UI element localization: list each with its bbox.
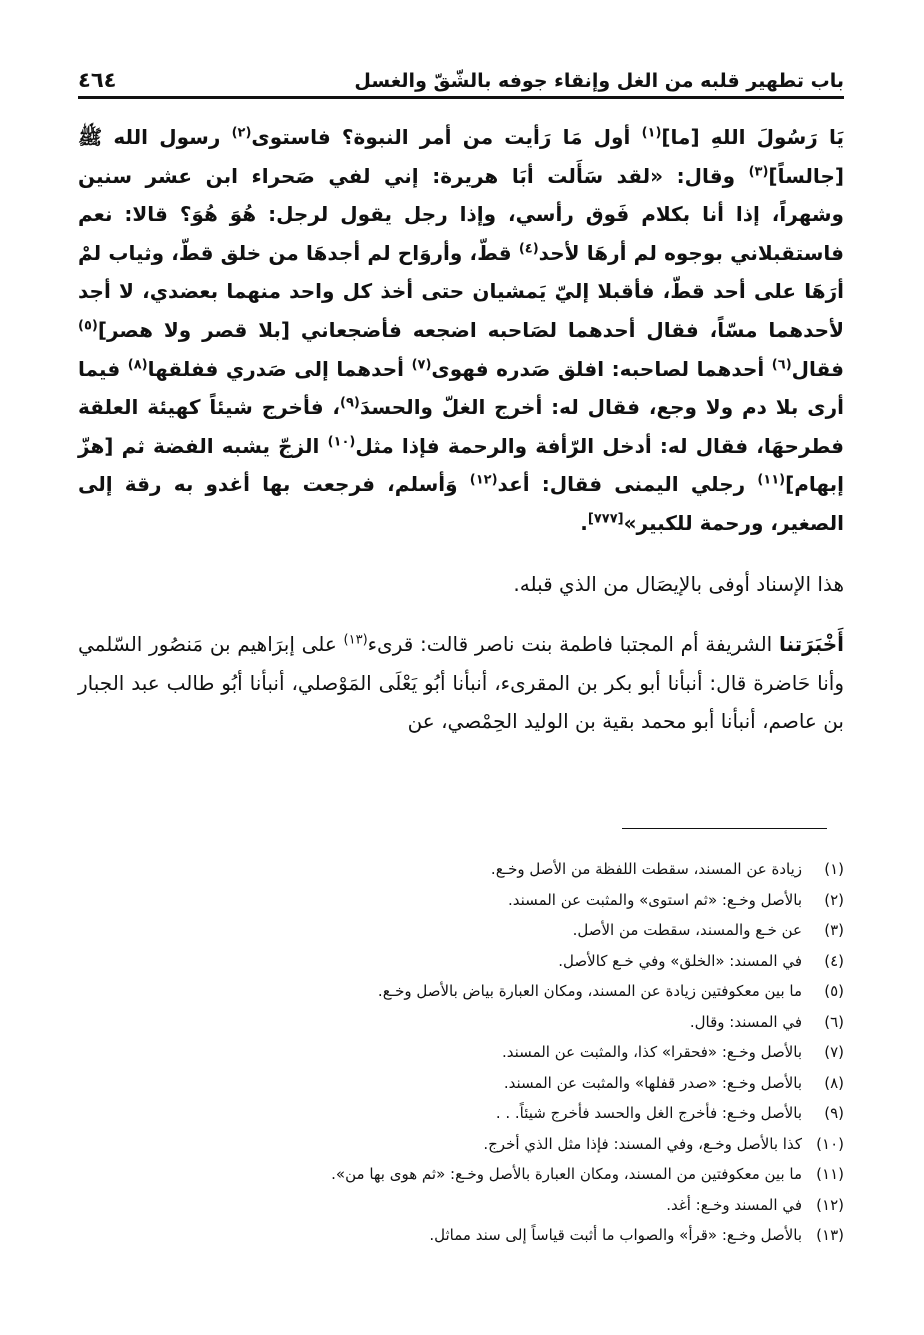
footnote-ref: (٩) xyxy=(340,395,360,411)
footnote-number: (١) xyxy=(824,860,844,878)
footnote-number: (٧) xyxy=(824,1043,844,1061)
text-segment: أحدهما لصاحبه: افلق صَدره فهوى xyxy=(431,356,772,381)
footnote xyxy=(78,915,844,946)
footnote-number: (٩) xyxy=(824,1104,844,1122)
footnote-number: (٥) xyxy=(824,982,844,1000)
footnote-text: في المسند: وقال. xyxy=(689,1012,802,1031)
footnote-number: (١٢) xyxy=(816,1195,844,1214)
footnote-text: عن خـع والمسند، سقطت من الأصل. xyxy=(572,921,802,939)
isnad-paragraph xyxy=(78,625,844,741)
footnote-number: (٣) xyxy=(824,921,844,939)
footnote-text: ما بين معكوفتين زيادة عن المسند، ومكان العبارة بياض بالأصل وخـع. xyxy=(377,982,802,1000)
footnote-text: بالأصل وخـع: «صدر قفلها» والمثبت عن المسند. xyxy=(503,1073,802,1092)
footnote-ref: (٤) xyxy=(518,241,539,257)
footnote-text: بالأصل وخـع: «قرأ» والصواب ما أثبت قياساً إلى سند مماثل. xyxy=(429,1226,802,1244)
footnote xyxy=(78,1159,844,1190)
text-segment: فيما أرى بلا دم ولا وجع، فقال له: أخرج الغلّ والحسدَ xyxy=(78,356,844,420)
footnote-ref: (١) xyxy=(641,125,662,141)
text-segment: الشريفة أم المجتبا فاطمة بنت ناصر قالت: قرىء xyxy=(367,632,779,657)
text-segment: ، فأخرج شيئاً كهيئة العلقة فطرحهَا، فقال له: أدخل الرّأفة والرحمة فإذا مثل xyxy=(78,395,844,458)
footnote xyxy=(78,1007,844,1038)
footnote-text: بالأصل وخـع: فأخرج الغل والحسد فأخرج شيئاً. . . xyxy=(495,1104,802,1122)
footnote-ref: (١١) xyxy=(757,472,786,488)
footnote-text: في المسند: «الخلق» وفي خـع كالأصل. xyxy=(558,951,802,970)
footnote xyxy=(78,946,844,977)
footnote-text: ما بين معكوفتين من المسند، ومكان العبارة بالأصل وخـع: «ثم هوى بها من». xyxy=(331,1165,802,1183)
footnote xyxy=(78,976,844,1007)
footnote xyxy=(78,1190,844,1221)
text-segment: يَا رَسُولَ اللهِ [ما] xyxy=(661,125,844,149)
text-segment: وقال: «لقد سَأَلت أبَا هريرة: إني لفي صَحراء ابن عشر سنين وشهراً، إذا أنا بكلام فَوق رأسي، وإذا رجل يقول لرجل: هُوَ هُوَ؟ قالا: نعم فاستقبلاني بوجوه لم أرهَا لأحد xyxy=(78,163,845,265)
footnote xyxy=(78,854,844,885)
footnotes-list xyxy=(78,854,844,1251)
text-segment: قطّ، وأروَاح لم أجدهَا من خلق قطّ، وثياب لمْ أرَهَا على أحد قطّ، فأقبلا إليّ يَمشيان حتى أخذ كل واحد منهما بعضدي، لا أجد لأحدهما مسّاً، فقال أحدهما لصَاحبه اضجعه فأضجعاني [بلا قصر ولا هصر] xyxy=(78,240,844,342)
page-number: ٤٦٤ xyxy=(78,68,117,92)
footnote-text: زيادة عن المسند، سقطت اللفظة من الأصل وخـع. xyxy=(490,860,802,878)
footnote-text: بالأصل وخـع: «فحقرا» كذا، والمثبت عن المسند. xyxy=(502,1043,802,1061)
footnote-number: (١٠) xyxy=(816,1134,844,1153)
hadith-paragraph xyxy=(78,118,844,543)
text-segment: . xyxy=(580,510,588,535)
footnote-text: بالأصل وخـع: «ثم استوى» والمثبت عن المسند. xyxy=(508,890,802,909)
text-segment: وَأسلم، فرجعت بها أغدو به رقة إلى الصغير، ورحمة للكبير» xyxy=(78,472,844,535)
text-segment: فقال xyxy=(791,356,844,381)
footnote-ref: (٥) xyxy=(78,318,98,334)
text-segment: رجلي اليمنى فقال: أعد xyxy=(497,472,758,497)
footnote-number: (١١) xyxy=(816,1165,844,1183)
footnote-number: (٨) xyxy=(824,1073,844,1092)
lead-word: أَخْبَرَتنا xyxy=(778,632,844,657)
footnote xyxy=(78,1037,844,1068)
main-text xyxy=(78,118,844,741)
text-segment: أول مَا رَأيت من أمر النبوة؟ فاستوى xyxy=(251,125,642,149)
hadith-number: [٧٧٧] xyxy=(587,511,624,527)
footnote-ref: (٢) xyxy=(231,125,252,141)
isnad-remark: هذا الإسناد أوفى بالإيصَال من الذي قبله. xyxy=(513,571,844,596)
footnote-number: (٦) xyxy=(824,1012,844,1031)
text-segment: على إبرَاهيم بن مَنصُور السّلمي وأنا حَاضرة قال: أنبأنا أبو بكر بن المقرىء، أنبأنا أبُو يَعْلَى المَوْصلي، أنبأنا أبُو طالب عبد الجبار بن عاصم، أنبأنا أبو محمد بقية بن الوليد الحِمْصي، عن xyxy=(78,632,844,734)
footnote-divider xyxy=(622,828,827,829)
text-segment: أحدهما إلى صَدري ففلقها xyxy=(147,356,412,381)
footnote-number: (٤) xyxy=(824,951,844,970)
text-segment: الزجّ يشبه الفضة ثم [هزّ إبهام] xyxy=(78,433,844,497)
footnote xyxy=(78,1068,844,1099)
footnote-ref: (١٢) xyxy=(469,472,498,488)
footnote-text: في المسند وخـع: أغد. xyxy=(666,1195,802,1214)
text-segment: رسول الله ﷺ [جالساً] xyxy=(78,125,844,188)
footnote-ref: (١٣) xyxy=(343,632,368,648)
footnote-ref: (٧) xyxy=(411,356,432,372)
footnote-text: كذا بالأصل وخـع، وفي المسند: فإذا مثل الذي أخرج. xyxy=(483,1134,802,1153)
footnote xyxy=(78,1098,844,1129)
footnote xyxy=(78,1129,844,1160)
footnote-ref: (٨) xyxy=(127,356,148,372)
footnote-number: (٢) xyxy=(824,890,844,909)
chapter-title: باب تطهير قلبه من الغل وإنقاء جوفه بالشّقّ والغسل xyxy=(354,70,844,92)
footnote-ref: (٣) xyxy=(748,163,769,179)
running-header xyxy=(78,52,844,99)
footnote-number: (١٣) xyxy=(816,1226,844,1244)
footnote xyxy=(78,885,844,916)
footnote xyxy=(78,1220,844,1251)
footnote-ref: (٦) xyxy=(771,356,792,372)
footnote-ref: (١٠) xyxy=(327,434,356,450)
